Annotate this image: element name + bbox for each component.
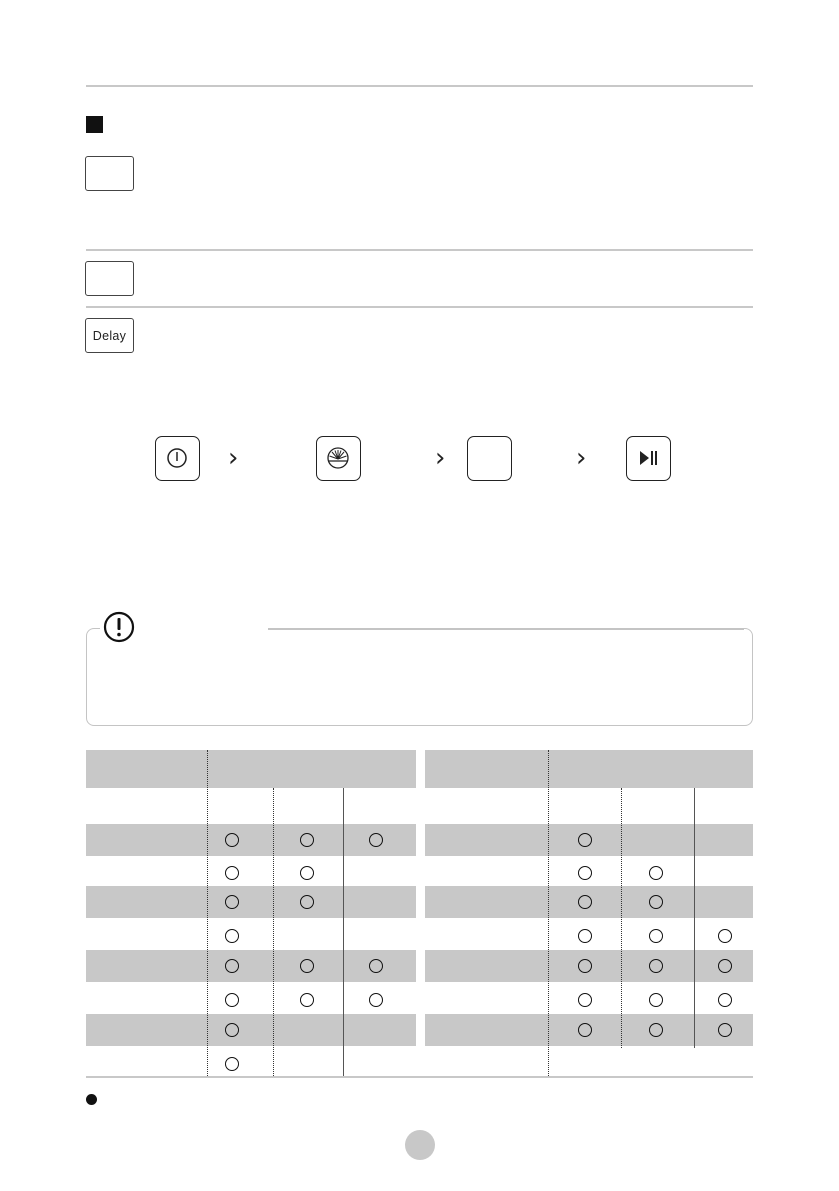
column-separator [694, 788, 695, 1048]
option-mark [718, 993, 732, 1007]
option-mark [649, 959, 663, 973]
table-header-right [425, 750, 753, 788]
option-mark [300, 866, 314, 880]
divider [86, 249, 753, 251]
option-mark [300, 895, 314, 909]
power-icon [156, 437, 198, 479]
notice-box [86, 628, 753, 726]
play-pause-icon [627, 437, 669, 479]
option-mark [225, 929, 239, 943]
exclamation-circle-icon [101, 609, 137, 645]
notice-rule [268, 628, 744, 630]
option-mark [649, 1023, 663, 1037]
program-dial-button[interactable] [316, 436, 361, 481]
page-number-badge [405, 1130, 435, 1160]
chevron-right-icon: › [228, 443, 239, 473]
option-mark [578, 866, 592, 880]
option-mark [225, 959, 239, 973]
chevron-right-icon: › [576, 443, 587, 473]
delay-label: Delay [92, 329, 127, 343]
table-row-left [86, 886, 416, 918]
table-header-left [86, 750, 416, 788]
dial-icon [317, 437, 359, 479]
column-separator [207, 750, 208, 1076]
start-pause-button[interactable] [626, 436, 671, 481]
option-mark [225, 993, 239, 1007]
option-mark [225, 895, 239, 909]
column-separator [548, 750, 549, 1076]
option-mark [300, 833, 314, 847]
option-mark [225, 833, 239, 847]
option-key-button-2[interactable] [85, 261, 134, 296]
option-mark [369, 833, 383, 847]
option-mark [578, 959, 592, 973]
option-mark [649, 929, 663, 943]
option-mark [578, 895, 592, 909]
bottom-rule [86, 1076, 753, 1078]
column-separator [343, 788, 344, 1076]
option-mark [225, 1023, 239, 1037]
option-mark [578, 993, 592, 1007]
option-mark [649, 866, 663, 880]
option-mark [718, 959, 732, 973]
option-mark [578, 833, 592, 847]
delay-button[interactable] [85, 318, 134, 353]
column-separator [273, 788, 274, 1076]
option-key-button[interactable] [85, 156, 134, 191]
option-mark [718, 929, 732, 943]
delay-key-button[interactable] [467, 436, 512, 481]
top-rule [86, 85, 753, 87]
option-mark [718, 1023, 732, 1037]
option-mark [225, 866, 239, 880]
option-mark [578, 1023, 592, 1037]
option-mark [649, 895, 663, 909]
option-mark [578, 929, 592, 943]
bullet-icon [86, 1094, 97, 1105]
section-marker-icon [86, 116, 103, 133]
option-mark [649, 993, 663, 1007]
option-mark [225, 1057, 239, 1071]
power-button[interactable] [155, 436, 200, 481]
option-mark [300, 993, 314, 1007]
table-row-left [86, 824, 416, 856]
chevron-right-icon: › [435, 443, 446, 473]
option-mark [369, 959, 383, 973]
divider [86, 306, 753, 308]
column-separator [621, 788, 622, 1048]
table-row-left [86, 950, 416, 982]
table-row-left [86, 1014, 416, 1046]
option-mark [369, 993, 383, 1007]
option-mark [300, 959, 314, 973]
